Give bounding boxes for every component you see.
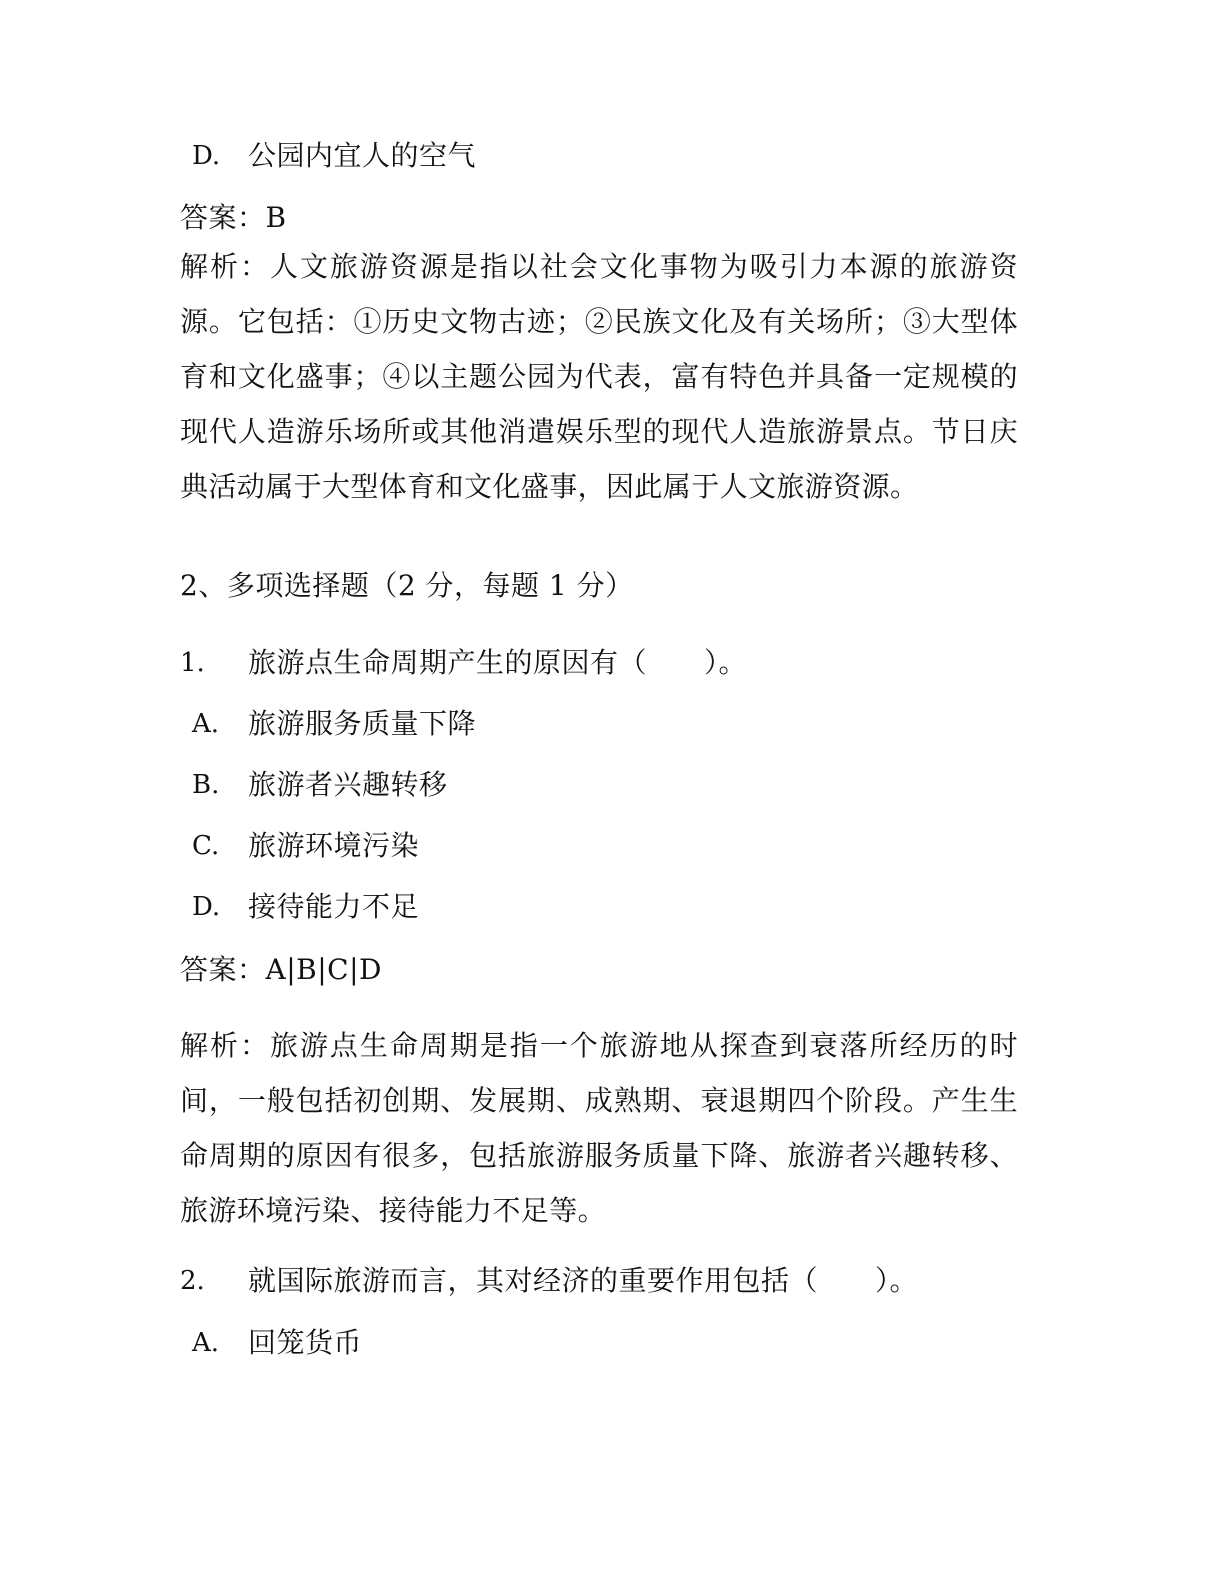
option-text: 旅游服务质量下降 [248, 707, 477, 740]
option-letter: C. [192, 831, 220, 861]
option-letter: B. [192, 770, 220, 800]
option-text: 旅游者兴趣转移 [248, 768, 448, 801]
question-stem: 旅游点生命周期产生的原因有（ ）。 [248, 646, 748, 679]
option-letter: A. [192, 1328, 220, 1358]
question-stem: 就国际旅游而言，其对经济的重要作用包括（ ）。 [248, 1264, 919, 1297]
option-text: 旅游环境污染 [248, 829, 420, 862]
option-letter: A. [192, 709, 220, 739]
option-text: 回笼货币 [248, 1326, 363, 1359]
question-number: 2. [180, 1266, 205, 1296]
option-text: 公园内宜人的空气 [248, 139, 477, 172]
analysis-paragraph: 解析：旅游点生命周期是指一个旅游地从探查到衰落所经历的时间，一般包括初创期、发展期、成熟期、衰退期四个阶段。产生生命周期的原因有很多，包括旅游服务质量下降、旅游者兴趣转移、旅游环境污染、接待能力不足等。 [180, 1029, 1018, 1227]
option-letter: D. [192, 892, 221, 922]
analysis-paragraph: 解析：人文旅游资源是指以社会文化事物为吸引力本源的旅游资源。它包括：①历史文物古迹；②民族文化及有关场所；③大型体育和文化盛事；④以主题公园为代表，富有特色并具备一定规模的现代人造游乐场所或其他消遣娱乐型的现代人造旅游景点。节日庆典活动属于大型体育和文化盛事，因此属于人文旅游资源。 [180, 250, 1018, 503]
option-text: 接待能力不足 [248, 890, 420, 923]
option-letter: D. [192, 141, 221, 171]
answer-line: 答案：A|B|C|D [180, 953, 382, 986]
section-title: 2、多项选择题（2 分，每题 1 分） [180, 569, 634, 602]
answer-line: 答案：B [180, 201, 287, 234]
question-number: 1. [180, 648, 205, 678]
